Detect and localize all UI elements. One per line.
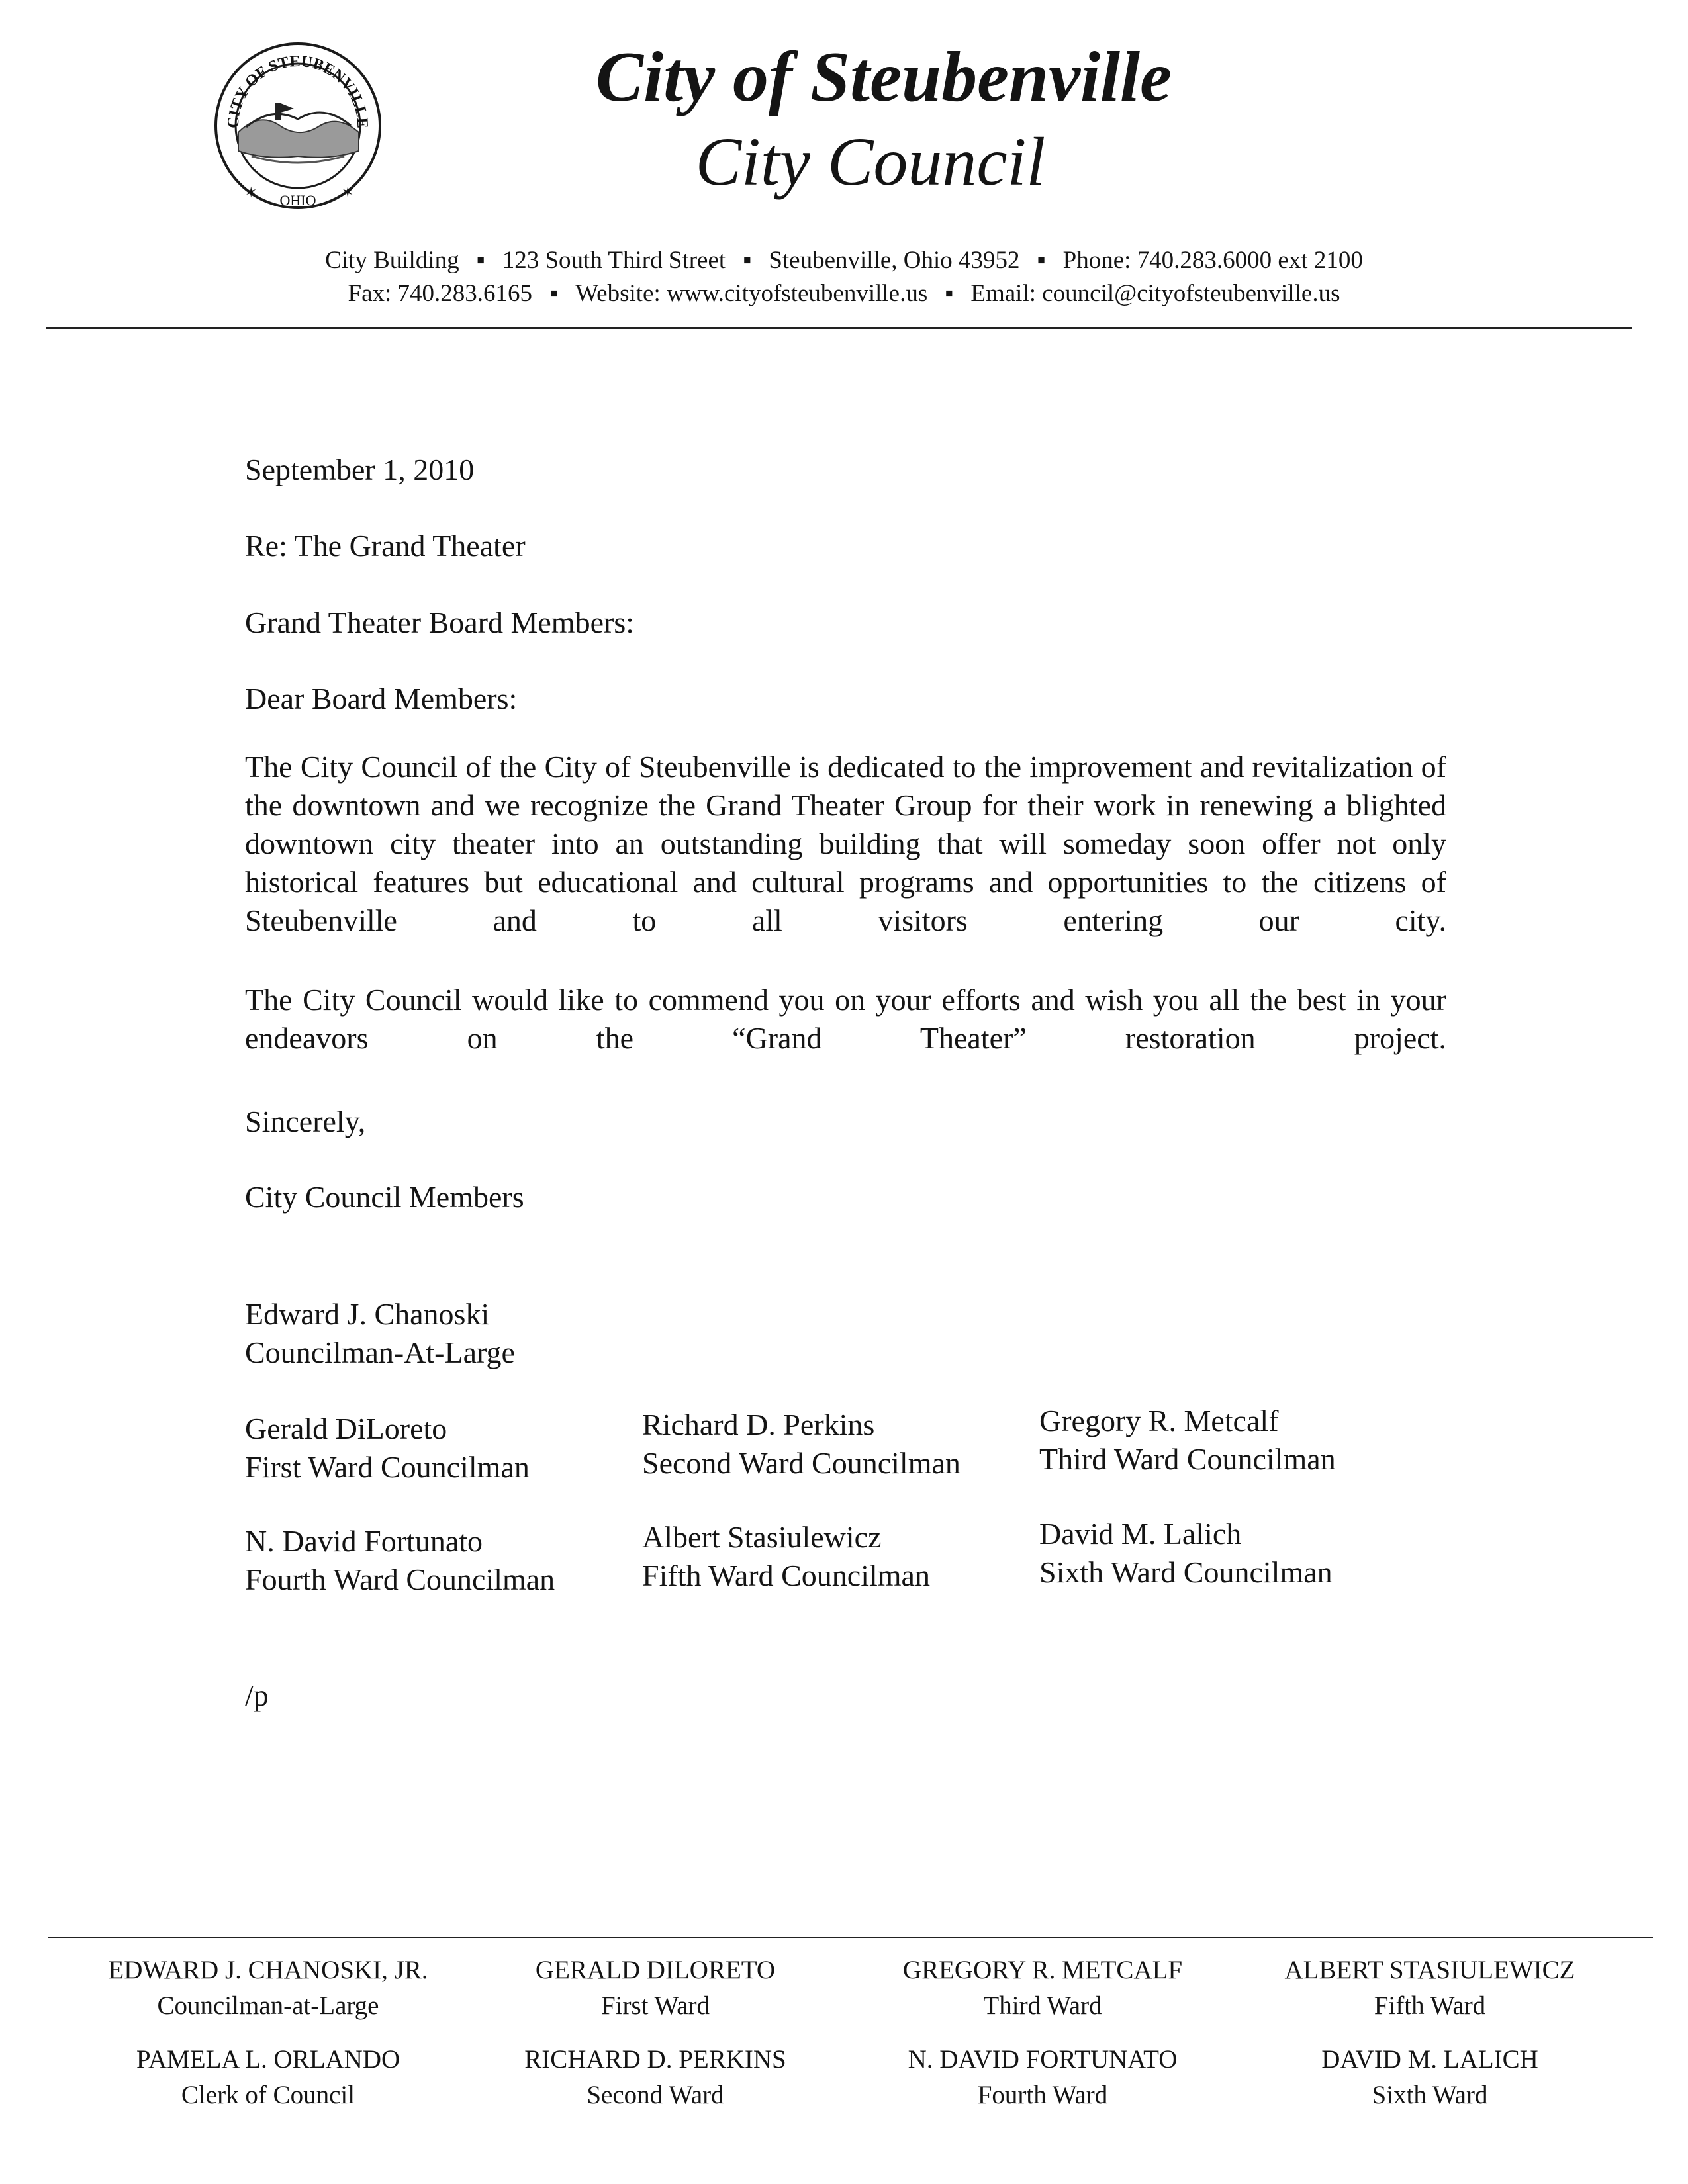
letter-closing: Sincerely, [245,1105,366,1138]
contact-website[interactable]: Website: www.cityofsteubenville.us [575,280,928,307]
footer-member [470,1952,841,2024]
letter-addressee: Grand Theater Board Members: [245,606,635,639]
footer-member [857,1952,1228,2024]
signatory-title: Fifth Ward Councilman [642,1559,930,1592]
letterhead-title: City of Steubenville [596,38,1172,116]
bullet-separator: ▪ [743,247,752,274]
footer-member-name: EDWARD J. CHANOSKI, JR. [108,1956,428,1984]
footer-member-role: Sixth Ward [1372,2081,1488,2109]
footer-member-name: PAMELA L. ORLANDO [136,2045,400,2073]
signatory [642,1518,930,1595]
signatory-title: Second Ward Councilman [642,1446,961,1480]
bullet-separator: ▪ [945,280,954,307]
typist-initials: /p [245,1678,269,1712]
signatory [1039,1515,1333,1592]
contact-building: City Building [325,247,459,274]
signatory-title: Fourth Ward Councilman [245,1563,555,1596]
letter-date: September 1, 2010 [245,453,475,486]
letter-signed-by: City Council Members [245,1180,524,1214]
signatory-title: First Ward Councilman [245,1450,530,1484]
footer-member-name: GREGORY R. METCALF [902,1956,1183,1984]
footer-member-name: DAVID M. LALICH [1321,2045,1538,2073]
footer-divider [48,1937,1653,1938]
signatory-title: Sixth Ward Councilman [1039,1555,1333,1589]
bullet-separator: ▪ [476,247,485,274]
signatory-name: Richard D. Perkins [642,1408,875,1441]
footer-member-name: RICHARD D. PERKINS [524,2045,786,2073]
footer-member-name: N. DAVID FORTUNATO [908,2045,1178,2073]
signatory-name: N. David Fortunato [245,1524,483,1558]
seal-label-ohio: OHIO [279,192,316,208]
signatory-name: Gerald DiLoreto [245,1412,447,1445]
signatory [245,1295,515,1372]
footer-member-role: Second Ward [586,2081,724,2109]
contact-phone: Phone: 740.283.6000 ext 2100 [1062,247,1363,274]
letterhead-divider [46,327,1632,329]
footer-member-role: Fifth Ward [1374,1991,1486,2020]
bullet-separator: ▪ [549,280,559,307]
letterhead-subtitle: City Council [695,124,1046,200]
seal-label-city: CITY OF STEUBENVILLE [224,52,371,129]
contact-fax: Fax: 740.283.6165 [348,280,533,307]
footer-member [857,2042,1228,2113]
signatory [245,1522,555,1599]
footer-member [1244,2042,1615,2113]
signatory-title: Councilman-At-Large [245,1336,515,1369]
footer-member [83,1952,453,2024]
footer-member [83,2042,453,2113]
bullet-separator: ▪ [1037,247,1046,274]
contact-city: Steubenville, Ohio 43952 [769,247,1020,274]
letter-paragraph-1: The City Council of the City of Steubenville is dedicated to the improvement and revitalization of the downtown and we recognize the Grand Theater Group for their work in renewing a blighted downtown city theater into an outstanding building that will someday soon offer not only historical features but educational and cultural programs and opportunities to the citizens of Steubenville and to all visitors entering our city. [245,750,1446,937]
footer-member-name: GERALD DILORETO [535,1956,776,1984]
footer-member [470,2042,841,2113]
signatory-name: Gregory R. Metcalf [1039,1404,1279,1437]
footer-member-role: Councilman-at-Large [157,1991,379,2020]
signatory-name: Edward J. Chanoski [245,1297,490,1331]
signatory-name: Albert Stasiulewicz [642,1520,882,1554]
letterhead-contact-line-1 [165,246,1523,275]
signatory [1039,1402,1336,1479]
footer-member-role: Fourth Ward [977,2081,1108,2109]
letter-salutation: Dear Board Members: [245,682,518,715]
footer-member-role: Third Ward [983,1991,1102,2020]
footer-member-role: Clerk of Council [181,2081,355,2109]
contact-email[interactable]: Email: council@cityofsteubenville.us [970,280,1340,307]
seal-star-right: ✶ [342,184,354,201]
footer-member-name: ALBERT STASIULEWICZ [1284,1956,1575,1984]
letterhead-contact-line-2 [165,279,1523,308]
letter-subject: Re: The Grand Theater [245,529,526,563]
signatory-title: Third Ward Councilman [1039,1442,1336,1476]
signatory [642,1406,961,1482]
footer-member-role: First Ward [600,1991,710,2020]
footer-member [1244,1952,1615,2024]
signatory [245,1410,530,1486]
contact-street: 123 South Third Street [502,247,726,274]
seal-star-left: ✶ [245,184,258,201]
signatory-name: David M. Lalich [1039,1517,1242,1551]
letter-paragraph-2: The City Council would like to commend you on your efforts and wish you all the best in your endeavors on the “Grand Theater” restoration project. [245,983,1446,1055]
